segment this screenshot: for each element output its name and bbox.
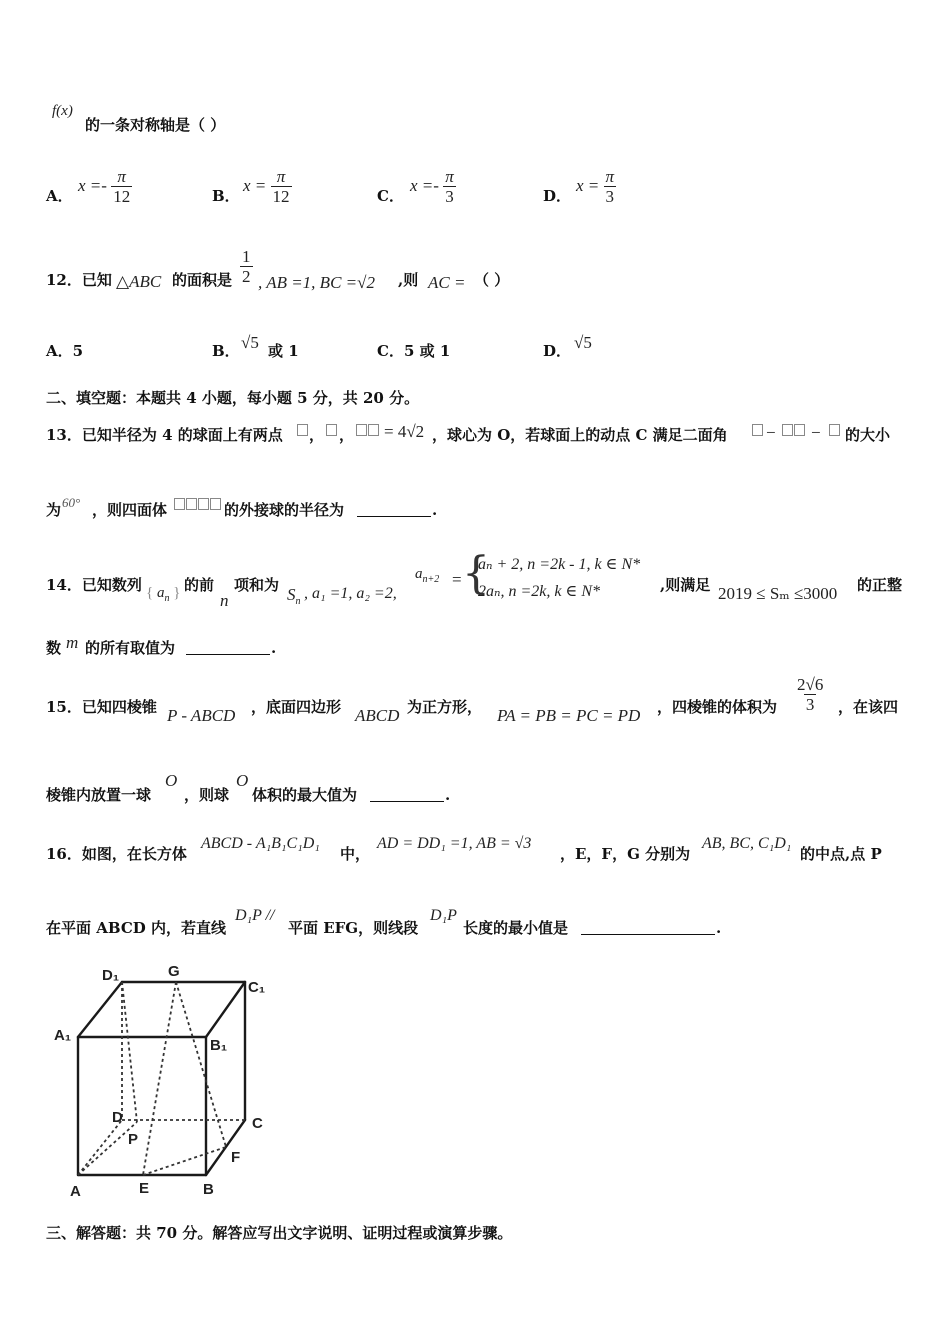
q16-d1p-parallel: D₁P //	[235, 907, 275, 924]
q13-line1-c: ，	[339, 426, 355, 444]
q12-option-d-math: √5	[574, 333, 592, 352]
q12-then: ,则	[398, 271, 419, 289]
q13-line2-c: 的外接球的半径为	[224, 501, 345, 519]
q14-brace: {	[462, 548, 490, 599]
q15-volume-num: 2√6	[797, 675, 824, 694]
q14-m: m	[66, 633, 79, 652]
q13-tetra-glyph-3	[198, 498, 209, 510]
q12-option-b-tail: 或 1	[268, 342, 299, 360]
q11-option-d-num: π	[605, 167, 615, 186]
q12-prefix: 12．已知	[46, 271, 112, 289]
label-g: G	[168, 963, 180, 980]
q13-line2-a: 为	[46, 501, 62, 519]
q12-half-fraction	[240, 248, 253, 286]
q11-option-a-label: A．	[46, 187, 73, 205]
q11-option-d-lhs: x =	[576, 175, 600, 195]
q13-line1-h: 的大小	[845, 426, 891, 444]
segment-g-f	[176, 982, 226, 1147]
q14-line2-c: .	[271, 639, 277, 657]
segment-d1-p	[122, 982, 137, 1122]
q12-option-b-math: √5	[241, 333, 259, 352]
q13-dihedral-glyph-3	[794, 424, 805, 436]
segment-g-e	[143, 982, 176, 1175]
q13-line1-e: ，球心为 O，若球面上的动点 C 满足二面角	[432, 426, 728, 444]
q11-option-d-math	[576, 168, 616, 206]
q13-dihedral-glyph-1	[752, 424, 763, 436]
label-a: A	[70, 1183, 81, 1200]
q11-option-b-lhs: x =	[243, 175, 267, 195]
q12-option-a: A．5	[46, 342, 84, 360]
q16-line1-b: 中，	[340, 845, 371, 863]
q15-o-2: O	[236, 771, 249, 790]
q14-seq: { $a_n$ }	[146, 585, 181, 604]
label-a1: A₁	[54, 1027, 72, 1044]
segment-a-p	[78, 1122, 137, 1175]
q13-answer-blank[interactable]	[357, 502, 431, 517]
q12-conditions: , AB =1, BC =√2	[258, 273, 375, 292]
q14-case-1: aₙ + 2, n =2k - 1, k ∈ N*	[478, 556, 641, 573]
q13-line1-b: ，	[309, 426, 325, 444]
q11-option-b-num: π	[276, 167, 286, 186]
q11-option-a-math	[78, 168, 132, 206]
q12-paren: （ ）	[474, 271, 510, 289]
section-2-heading: 二、填空题：本题共 4 小题，每小题 5 分，共 20 分。	[46, 389, 420, 407]
label-d: D	[112, 1109, 123, 1126]
q15-answer-blank[interactable]	[370, 787, 444, 802]
q16-line2-b: 平面 EFG，则线段	[288, 919, 419, 937]
q11-stem: 的一条对称轴是（ ）	[85, 116, 226, 134]
q11-option-c-num: π	[445, 167, 454, 186]
label-b1: B₁	[210, 1037, 228, 1054]
cuboid-figure	[40, 960, 280, 1205]
q11-option-d-den: 3	[605, 186, 615, 206]
q11-option-a-lhs: x =-	[78, 175, 107, 195]
q12-half-num: 1	[242, 247, 251, 266]
q16-d1p: D₁P	[430, 907, 457, 924]
q13-dash-2: −	[811, 423, 821, 442]
q14-case-2: 2aₙ, n =2k, k ∈ N*	[478, 583, 600, 600]
q11-option-b-label: B．	[212, 187, 240, 205]
q16-line2-c: 长度的最小值是	[463, 919, 569, 937]
q13-angle: 60°	[62, 495, 81, 510]
q14-line2-b: 的所有取值为	[85, 639, 176, 657]
q14-line1-b: 的前	[184, 576, 215, 594]
q12-option-d-label: D．	[543, 342, 572, 360]
q13-dihedral-glyph-2	[782, 424, 793, 436]
label-f: F	[231, 1149, 241, 1166]
q14-line1-c: 项和为	[234, 576, 280, 594]
edge-a1-d1	[78, 982, 122, 1037]
q14-line2-a: 数	[46, 639, 62, 657]
q15-base: ABCD	[355, 706, 400, 725]
label-c1: C₁	[248, 979, 266, 996]
q13-point-b-glyph	[326, 424, 337, 436]
q15-pyramid: P - ABCD	[167, 706, 236, 725]
q15-volume-fraction	[795, 676, 825, 714]
q11-option-d-fraction	[604, 168, 617, 206]
q11-option-a-den: 12	[113, 186, 131, 206]
q16-line1-a: 16．如图，在长方体	[46, 845, 187, 863]
q12-area-text: 的面积是	[172, 271, 233, 289]
q11-option-c-label: C．	[377, 187, 404, 205]
q11-option-b-fraction	[271, 168, 292, 206]
q15-line2-b: ，则球	[184, 786, 230, 804]
edge-c1-b1	[206, 982, 245, 1037]
q11-option-b-den: 12	[272, 186, 290, 206]
q16-line2-a: 在平面 ABCD 内，若直线	[46, 919, 226, 937]
label-p: P	[128, 1131, 139, 1148]
label-d1: D₁	[102, 967, 120, 984]
q14-line1-d: ,则满足	[660, 576, 711, 594]
q11-option-c-math	[410, 168, 456, 206]
q14-sn: $S_n$	[287, 585, 301, 607]
q11-option-a-fraction	[111, 168, 132, 206]
q16-conditions: AD = DD₁ =1, AB = √3	[377, 835, 532, 852]
q15-volume-den: 3	[805, 694, 815, 714]
q15-equalities: PA = PB = PC = PD	[497, 706, 641, 725]
q11-option-c-den: 3	[445, 186, 454, 206]
q12-ac: AC =	[428, 273, 466, 292]
q13-length: = 4√2	[384, 422, 425, 441]
q15-line1-c: 为正方形，	[407, 698, 483, 716]
q16-line1-c: ，E，F，G 分别为	[560, 845, 691, 863]
q14-inequality: 2019 ≤ Sₘ ≤3000	[718, 584, 838, 603]
q12-triangle: △ABC	[116, 272, 162, 291]
q16-box: ABCD - A₁B₁C₁D₁	[201, 835, 320, 852]
q13-tetra-glyph-4	[210, 498, 221, 510]
q15-line1-e: ，在该四	[838, 698, 899, 716]
q12-option-b-label: B．	[212, 342, 240, 360]
q14-n: n	[220, 591, 229, 610]
q14-answer-blank[interactable]	[186, 640, 270, 655]
q14-init: , a₁ =1, a₂ =2,	[304, 585, 397, 602]
q15-o-1: O	[165, 771, 178, 790]
q11-fx: f(x)	[52, 103, 73, 119]
q14-line1-a: 14．已知数列	[46, 576, 142, 594]
q13-segment-glyph-1	[356, 424, 367, 436]
q15-line2-a: 棱锥内放置一球	[46, 786, 152, 804]
q14-rec-lhs: $a_{n+2}$	[415, 566, 440, 585]
q15-line1-b: ，底面四边形	[251, 698, 342, 716]
q13-segment-glyph-2	[368, 424, 379, 436]
q15-line2-d: .	[445, 786, 451, 804]
q16-line1-d: 的中点,点 P	[800, 845, 882, 863]
segment-e-f	[143, 1147, 226, 1175]
label-c: C	[252, 1115, 263, 1132]
edge-a-d-hidden	[78, 1120, 122, 1175]
q13-point-a-glyph	[297, 424, 308, 436]
q15-line1-d: ，四棱锥的体积为	[657, 698, 778, 716]
q13-tetra-glyph-2	[186, 498, 197, 510]
q13-tetra-glyph-1	[174, 498, 185, 510]
q11-option-d-label: D．	[543, 187, 572, 205]
label-e: E	[139, 1180, 150, 1197]
q11-option-c-fraction	[443, 168, 456, 206]
q14-line1-e: 的正整	[857, 576, 903, 594]
q13-dihedral-glyph-4	[829, 424, 840, 436]
q13-line1-a: 13．已知半径为 4 的球面上有两点	[46, 426, 283, 444]
q16-line2-d: .	[716, 919, 722, 937]
q16-answer-blank[interactable]	[581, 920, 715, 935]
q15-line2-c: 体积的最大值为	[252, 786, 358, 804]
q16-midpoints: AB, BC, C₁D₁	[702, 835, 792, 852]
q12-option-c: C．5 或 1	[377, 342, 451, 360]
q11-option-b-math	[243, 168, 292, 206]
q13-line2-d: .	[432, 501, 438, 519]
section-3-heading: 三、解答题：共 70 分。解答应写出文字说明、证明过程或演算步骤。	[46, 1224, 513, 1242]
q14-rec-eq: =	[452, 570, 462, 589]
q12-half-den: 2	[242, 266, 251, 286]
q13-line2-b: ，则四面体	[92, 501, 168, 519]
q11-option-c-lhs: x =-	[410, 175, 439, 195]
q15-line1-a: 15．已知四棱锥	[46, 698, 157, 716]
q13-dash-1: −	[766, 423, 776, 442]
label-b: B	[203, 1181, 214, 1198]
q11-option-a-num: π	[117, 167, 126, 186]
